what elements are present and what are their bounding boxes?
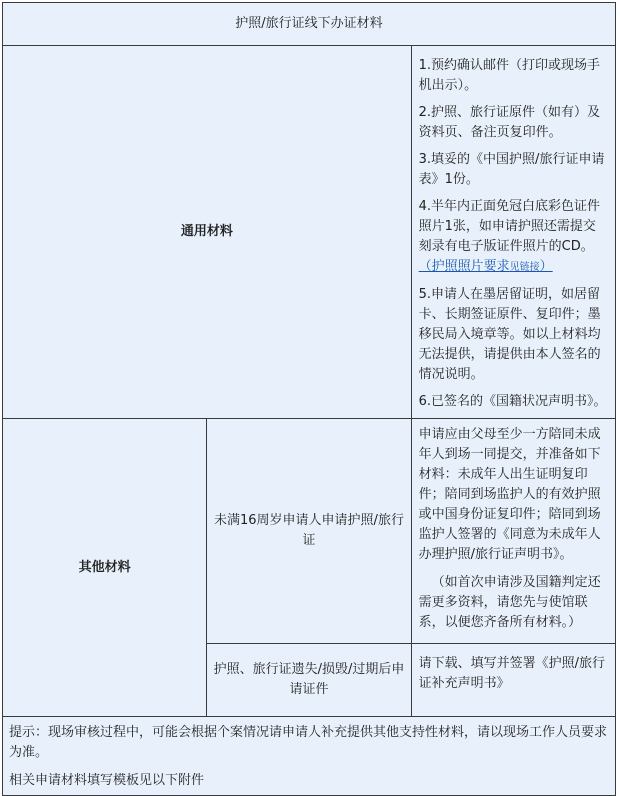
lost-passport-paragraph: 请下载、填写并签署《护照/旅行证补充声明书》 [418,656,606,691]
general-row [3,46,616,419]
general-items-cell [411,46,615,419]
other-category-label: 其他材料 [3,419,207,717]
general-item-4-text: 4.半年内正面免冠白底彩色证件照片1张，如申请护照还需提交刻录有电子版证件照片的CD。 [418,199,601,254]
lost-passport-cell [411,644,615,717]
photo-requirements-link[interactable] [419,259,553,274]
general-category-label: 通用材料 [3,46,412,419]
review-hint: 提示：现场审核过程中，可能会根据个案情况请申请人补充提供其他支持性材料，请以现场工作人员要求为准。 [9,725,608,760]
title-row [3,3,616,46]
table-title: 护照/旅行证线下办证材料 [3,3,616,46]
notes-row [3,717,616,796]
lost-passport-label: 护照、旅行证遗失/损毁/过期后申请证件 [207,644,411,717]
minor-applicant-paragraph-1: 申请应由父母至少一方陪同未成年人到场一同提交，并准备如下材料：未成年人出生证明复印件；陪同到场监护人的有效护照或中国身份证复印件；陪同到场监护人签署的《同意为未成年人办理护照/旅行证声明书》。 [418,427,601,562]
general-item-2: 2.护照、旅行证原件（如有）及资料页、备注页复印件。 [418,105,601,140]
general-item-6: 6.已签名的《国籍状况声明书》。 [418,394,607,409]
minor-applicant-cell [411,419,615,644]
minor-applicant-label: 未满16周岁申请人申请护照/旅行证 [207,419,411,644]
photo-link-close: ） [539,259,553,274]
notes-cell [3,717,616,796]
general-item-1: 1.预约确认邮件（打印或现场手机出示）。 [418,58,601,93]
minor-applicant-paragraph-2: （如首次申请涉及国籍判定还需更多资料，请您先与使馆联系，以便您齐备所有材料。） [418,575,601,630]
general-item-4 [419,197,607,278]
general-item-3: 3.填妥的《中国护照/旅行证申请表》1份。 [418,152,605,187]
attachments-note: 相关申请材料填写模板见以下附件 [9,773,205,788]
other-row-minor [3,419,616,644]
photo-link-small: 见链接 [509,262,540,273]
photo-link-label: （护照照片要求 [418,259,510,274]
general-item-5: 5.申请人在墨居留证明，如居留卡、长期签证原件、复印件；墨移民局入境章等。如以上材料均无法提供，请提供由本人签名的情况说明。 [418,287,601,382]
materials-table [2,2,616,796]
